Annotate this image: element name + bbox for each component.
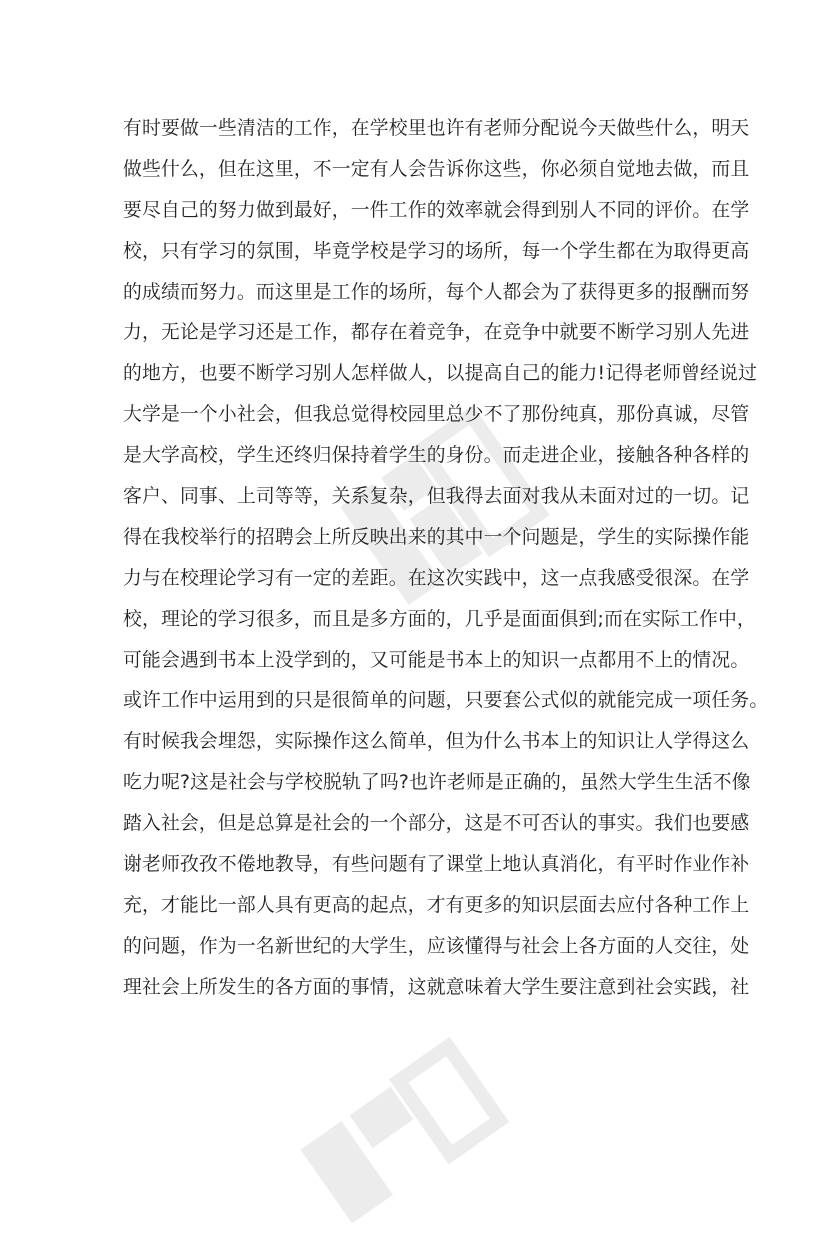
watermark-logo-icon: [287, 1033, 514, 1238]
text-line: 理社会上所发生的各方面的事情，这就意味着大学生要注意到社会实践，社: [123, 976, 750, 998]
text-line: 谢老师孜孜不倦地教导，有些问题有了课堂上地认真消化，有平时作业作补: [123, 854, 750, 876]
text-line: 校，理论的学习很多，而且是多方面的，几乎是面面俱到;而在实际工作中，: [123, 608, 756, 630]
text-line: 或许工作中运用到的只是很简单的问题，只要套公式似的就能完成一项任务。: [123, 690, 769, 712]
text-line: 客户、同事、上司等等，关系复杂，但我得去面对我从未面对过的一切。记: [123, 486, 750, 508]
text-line: 做些什么，但在这里，不一定有人会告诉你这些，你必须自觉地去做，而且: [123, 158, 750, 180]
text-line: 有时要做一些清洁的工作，在学校里也许有老师分配说今天做些什么，明天: [123, 118, 750, 139]
text-line: 是大学高校，学生还终归保持着学生的身份。而走进企业，接触各种各样的: [123, 445, 750, 467]
text-line: 得在我校举行的招聘会上所反映出来的其中一个问题是，学生的实际操作能: [123, 526, 750, 548]
text-line: 校，只有学习的氛围，毕竟学校是学习的场所，每一个学生都在为取得更高: [123, 240, 750, 262]
text-line: 有时候我会埋怨，实际操作这么简单，但为什么书本上的知识让人学得这么: [123, 731, 750, 753]
text-line: 的问题，作为一名新世纪的大学生，应该懂得与社会上各方面的人交往，处: [123, 935, 750, 957]
text-line: 大学是一个小社会，但我总觉得校园里总少不了那份纯真，那份真诚，尽管: [123, 404, 750, 426]
text-line: 充，才能比一部人具有更高的起点，才有更多的知识层面去应付各种工作上: [123, 894, 750, 916]
text-line: 的地方，也要不断学习别人怎样做人，以提高自己的能力!记得老师曾经说过: [123, 363, 758, 385]
text-line: 吃力呢?这是社会与学校脱轨了吗?也许老师是正确的，虽然大学生生活不像: [123, 772, 751, 794]
body-text: [123, 109, 769, 1009]
text-line: 力与在校理论学习有一定的差距。在这次实践中，这一点我感受很深。在学: [123, 567, 750, 589]
text-line: 踏入社会，但是总算是社会的一个部分，这是不可否认的事实。我们也要感: [123, 813, 750, 835]
text-line: 可能会遇到书本上没学到的，又可能是书本上的知识一点都用不上的情况。: [123, 649, 750, 671]
text-line: 的成绩而努力。而这里是工作的场所，每个人都会为了获得更多的报酬而努: [123, 281, 750, 303]
text-line: 要尽自己的努力做到最好，一件工作的效率就会得到别人不同的评价。在学: [123, 199, 750, 221]
text-line: 力，无论是学习还是工作，都存在着竞争，在竞争中就要不断学习别人先进: [123, 322, 750, 344]
